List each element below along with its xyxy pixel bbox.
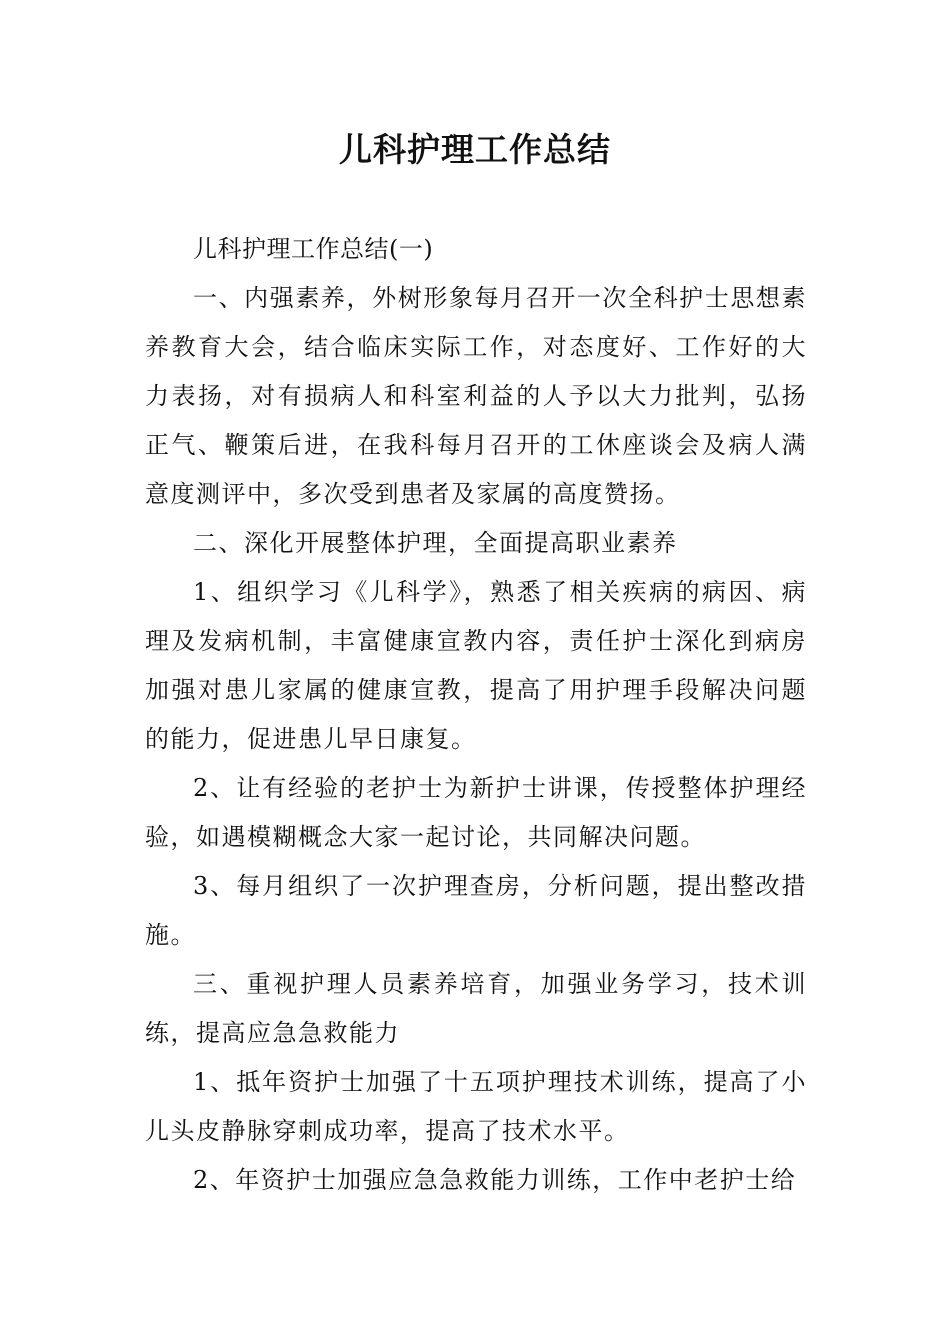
paragraph: 2、让有经验的老护士为新护士讲课，传授整体护理经验，如遇模糊概念大家一起讨论，共同解决问题。 [145,774,807,851]
paragraph-heading: 三、重视护理人员素养培育，加强业务学习，技术训练，提高应急急救能力 [145,970,807,1047]
section-heading: 儿科护理工作总结(一) [193,235,434,263]
paragraph: 3、每月组织了一次护理查房，分析问题，提出整改措施。 [145,872,807,949]
document-body [145,225,807,1205]
paragraph: 1、抵年资护士加强了十五项护理技术训练，提高了小儿头皮静脉穿刺成功率，提高了技术水平。 [145,1068,807,1145]
document-title: 儿科护理工作总结 [339,130,611,169]
paragraph-heading: 二、深化开展整体护理，全面提高职业素养 [193,529,678,557]
paragraph: 1、组织学习《儿科学》，熟悉了相关疾病的病因、病理及发病机制，丰富健康宣教内容，责任护士深化到病房加强对患儿家属的健康宣教，提高了用护理手段解决问题的能力，促进患儿早日康复。 [145,578,807,753]
paragraph: 2、年资护士加强应急急救能力训练，工作中老护士给 [193,1166,797,1194]
paragraph: 一、内强素养，外树形象每月召开一次全科护士思想素养教育大会，结合临床实际工作，对态度好、工作好的大力表扬，对有损病人和科室利益的人予以大力批判，弘扬正气、鞭策后进，在我科每月召开的工休座谈会及病人满意度测评中，多次受到患者及家属的高度赞扬。 [145,284,807,508]
